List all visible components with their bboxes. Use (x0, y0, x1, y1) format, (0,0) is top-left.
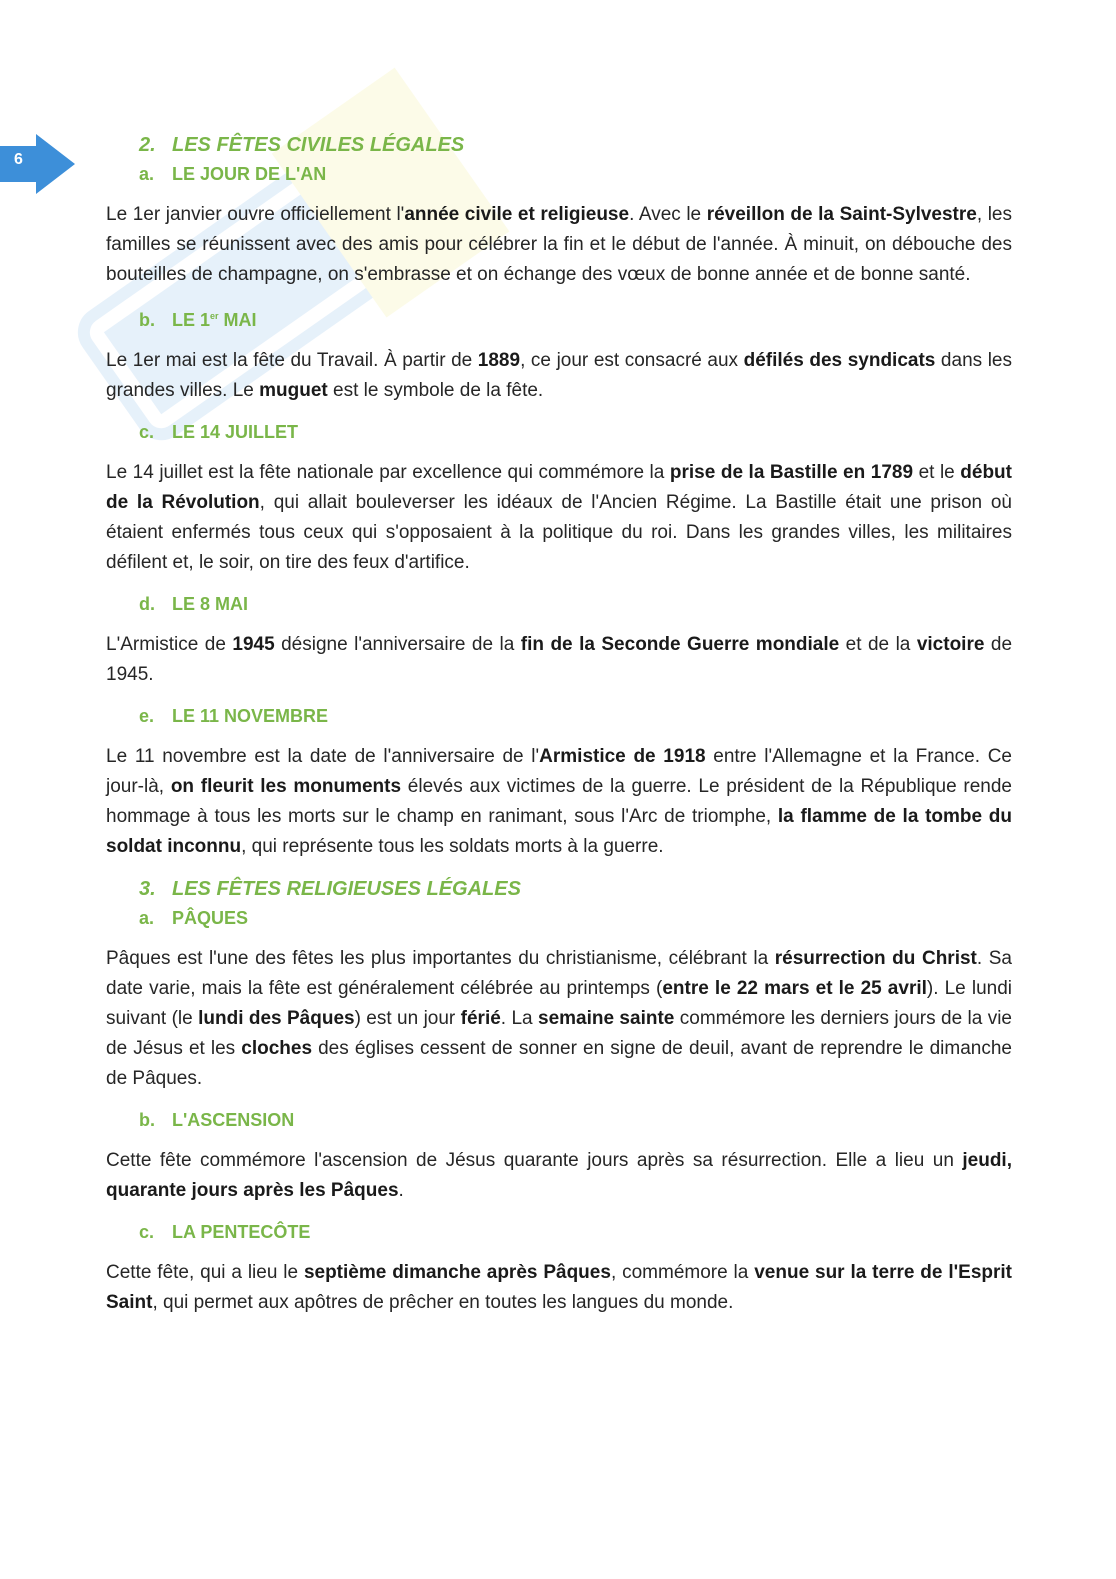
subheading-14-juillet: c. LE 14 JUILLET (139, 422, 299, 442)
paragraph-11-novembre: Le 11 novembre est la date de l'anniversaire de l'Armistice de 1918 entre l'Allemagne et la France. Ce jour-là, on fleurit les monuments élevés aux victimes de la guerre. Le président de la République rende hommage à tous les morts sur le champ en ranimant, sous l'Arc de triomphe, la flamme de la tombe du soldat inconnu, qui représente tous les soldats morts à la guerre. (106, 746, 1013, 857)
section-heading-religieuses: 3. LES FÊTES RELIGIEUSES LÉGALES (139, 878, 521, 900)
page-number-arrow (0, 134, 75, 194)
subheading-11-novembre: e. LE 11 NOVEMBRE (139, 706, 329, 726)
subheading-jour-de-l-an: a. LE JOUR DE L'AN (139, 164, 327, 184)
paragraph-jour-de-l-an: Le 1er janvier ouvre officiellement l'année civile et religieuse. Avec le réveillon de la Saint-Sylvestre, les familles se réunissent avec des amis pour célébrer la fin et le début de l'année. À minuit, on débouche des bouteilles de champagne, on s'embrasse et on échange des vœux de bonne année et de bonne santé. (106, 204, 1012, 285)
paragraph-14-juillet: Le 14 juillet est la fête nationale par excellence qui commémore la prise de la Bastille en 1789 et le début de la Révolution, qui allait bouleverser les idéaux de l'Ancien Régime. La Bastille était une prison où étaient enfermés tous ceux qui s'opposaient à la politique du roi. Dans les grandes villes, les militaires défilent et, le soir, on tire des feux d'artifice. (106, 462, 1012, 573)
subheading-1er-mai: b. LE 1er MAI (139, 310, 257, 330)
subheading-ascension: b. L'ASCENSION (139, 1110, 295, 1130)
section-heading-civiles: 2. LES FÊTES CIVILES LÉGALES (139, 134, 465, 156)
subheading-8-mai: d. LE 8 MAI (139, 594, 249, 614)
page-number: 6 (14, 151, 23, 168)
paragraph-pentecote: Cette fête, qui a lieu le septième dimanche après Pâques, commémore la venue sur la terre de l'Esprit Saint, qui permet aux apôtres de prêcher en toutes les langues du monde. (106, 1262, 1012, 1313)
paragraph-ascension: Cette fête commémore l'ascension de Jésus quarante jours après sa résurrection. Elle a lieu un jeudi, quarante jours après les Pâques. (106, 1150, 1012, 1201)
paragraph-paques: Pâques est l'une des fêtes les plus importantes du christianisme, célébrant la résurrection du Christ. Sa date varie, mais la fête est généralement célébrée au printemps (entre le 22 mars et le 25 avril). Le lundi suivant (le lundi des Pâques) est un jour férié. La semaine sainte commémore les derniers jours de la vie de Jésus et les cloches des églises cessent de sonner en signe de deuil, avant de reprendre le dimanche de Pâques. (106, 948, 1012, 1089)
document-body (106, 130, 1012, 1318)
subheading-pentecote: c. LA PENTECÔTE (139, 1222, 311, 1242)
paragraph-1er-mai: Le 1er mai est la fête du Travail. À partir de 1889, ce jour est consacré aux défilés des syndicats dans les grandes villes. Le muguet est le symbole de la fête. (106, 350, 1012, 401)
paragraph-8-mai: L'Armistice de 1945 désigne l'anniversaire de la fin de la Seconde Guerre mondiale et de la victoire de 1945. (106, 634, 1013, 685)
subheading-paques: a. PÂQUES (139, 908, 249, 928)
